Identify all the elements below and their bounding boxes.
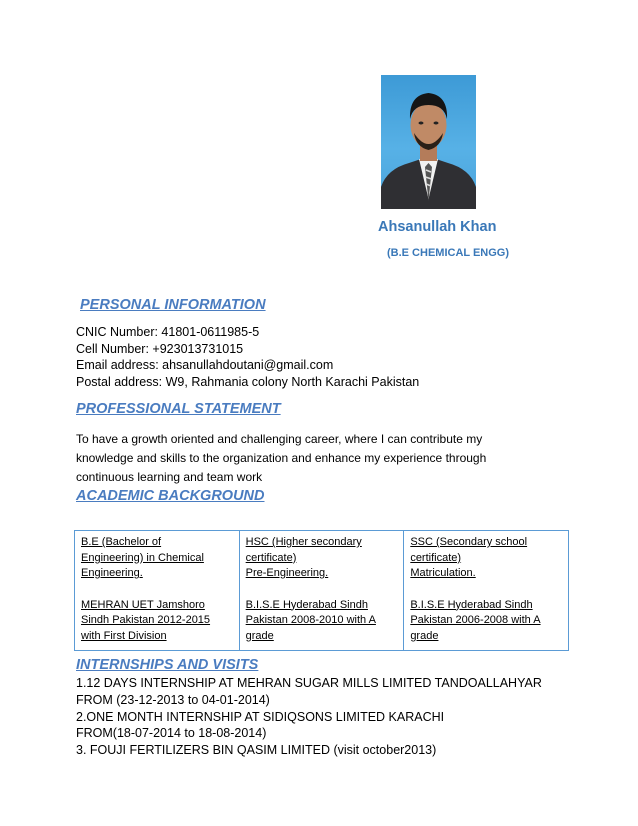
internship-line: FROM(18-07-2014 to 18-08-2014) — [76, 726, 267, 740]
professional-statement-heading: PROFESSIONAL STATEMENT — [76, 401, 281, 417]
academic-cell-be: B.E (Bachelor of Engineering) in Chemical Engineering. MEHRAN UET Jamshoro Sindh Pakistan 2012-2015 with First Division — [75, 531, 240, 651]
internships-heading: INTERNSHIPS AND VISITS — [76, 657, 259, 673]
internship-line: 2.ONE MONTH INTERNSHIP AT SIDIQSONS LIMITED KARACHI — [76, 710, 445, 724]
academic-heading: ACADEMIC BACKGROUND — [76, 488, 265, 504]
cnic-line: CNIC Number: 41801-0611985-5 — [76, 325, 260, 339]
table-row — [75, 531, 569, 651]
academic-cell-ssc: SSC (Secondary school certificate) Matriculation. B.I.S.E Hyderabad Sindh Pakistan 2006-2008 with A grade — [404, 531, 569, 651]
postal-line: Postal address: W9, Rahmania colony North Karachi Pakistan — [76, 375, 420, 389]
internship-line: 3. FOUJI FERTILIZERS BIN QASIM LIMITED (visit october2013) — [76, 743, 437, 757]
academic-cell-hsc: HSC (Higher secondary certificate) Pre-Engineering. B.I.S.E Hyderabad Sindh Pakistan 2008-2010 with A grade — [239, 531, 404, 651]
professional-statement-text: To have a growth oriented and challenging career, where I can contribute my knowledge and skills to the organization and enhance my experience through continuous learning and team work — [76, 432, 487, 484]
academic-table — [74, 530, 569, 651]
person-portrait — [381, 75, 476, 209]
personal-info-heading: PERSONAL INFORMATION — [80, 297, 266, 313]
candidate-name: Ahsanullah Khan — [378, 219, 497, 235]
email-line: Email address: ahsanullahdoutani@gmail.com — [76, 358, 334, 372]
internship-line: FROM (23-12-2013 to 04-01-2014) — [76, 693, 270, 707]
cell-line: Cell Number: +923013731015 — [76, 342, 244, 356]
candidate-degree: (B.E CHEMICAL ENGG) — [387, 247, 510, 259]
profile-photo — [381, 75, 476, 209]
internship-line: 1.12 DAYS INTERNSHIP AT MEHRAN SUGAR MILLS LIMITED TANDOALLAHYAR — [76, 676, 542, 690]
